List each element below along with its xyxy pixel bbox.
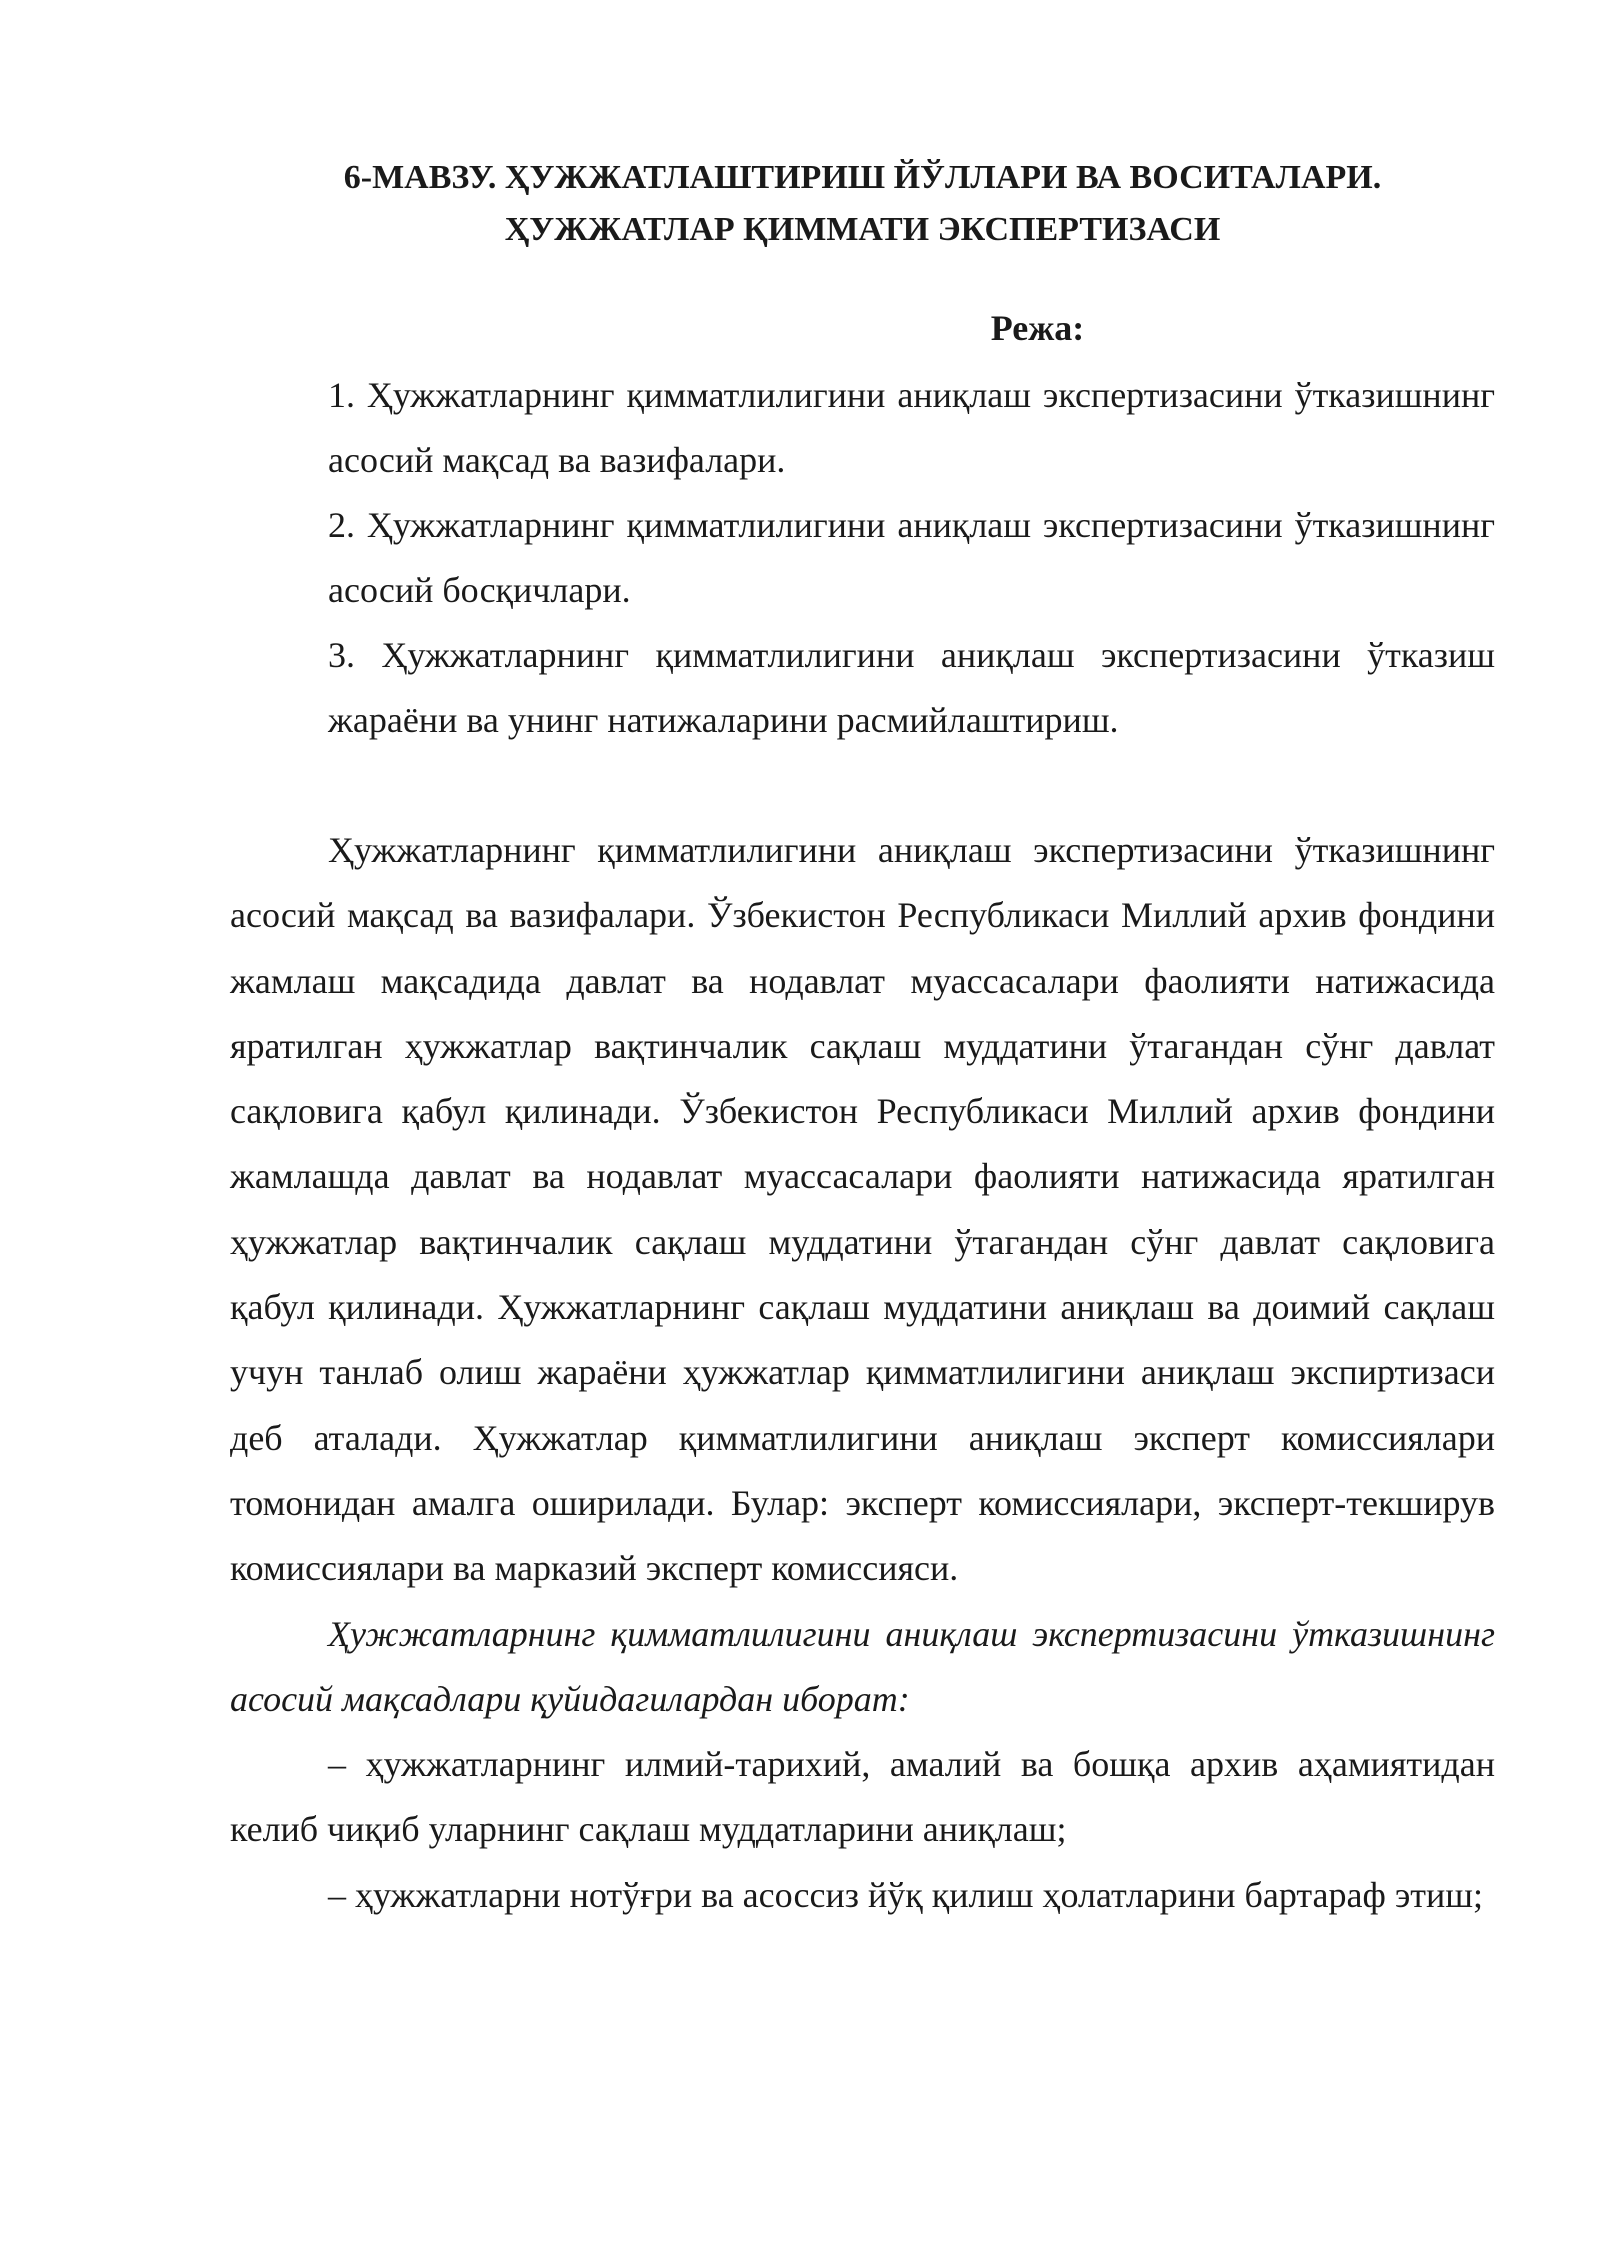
paragraph-goal-1: – ҳужжатларнинг илмий-тарихий, амалий ва бошқа архив аҳамиятидан келиб чиқиб уларнинг сақлаш муддатларини аниқлаш;	[230, 1744, 1495, 1850]
plan-heading: Режа:	[990, 308, 1085, 348]
document-title	[230, 152, 1495, 256]
plan-list	[328, 363, 1495, 753]
plan-item-2: 2. Ҳужжатларнинг қимматлилигини аниқлаш экспертизасини ўтказишнинг асосий босқичлари.	[328, 505, 1495, 610]
title-line-1: 6-МАВЗУ. ҲУЖЖАТЛАШТИРИШ ЙЎЛЛАРИ ВА ВОСИТАЛАРИ.	[343, 159, 1382, 196]
paragraph-goals-heading: Ҳужжатларнинг қимматлилигини аниқлаш экспертизасини ўтказишнинг асосий мақсадлари қуйидагилардан иборат:	[230, 1613, 1495, 1719]
body-text	[230, 818, 1495, 1928]
plan-item-3: 3. Ҳужжатларнинг қимматлилигини аниқлаш экспертизасини ўтказиш жараёни ва унинг натижаларини расмийлаштириш.	[328, 635, 1495, 740]
paragraph-intro: Ҳужжатларнинг қимматлилигини аниқлаш экспертизасини ўтказишнинг асосий мақсад ва вазифалари. Ўзбекистон Республикаси Миллий архив фондини жамлаш мақсадида давлат ва нодавлат муассасалари фаолияти натижасида яратилган ҳужжатлар вақтинчалик сақлаш муддатини ўтагандан сўнг давлат сақловига қабул қилинади. Ўзбекистон Республикаси Миллий архив фондини жамлашда давлат ва нодавлат муассасалари фаолияти натижасида яратилган ҳужжатлар вақтинчалик сақлаш муддатини ўтагандан сўнг давлат сақловига қабул қилинади. Ҳужжатларнинг сақлаш муддатини аниқлаш ва доимий сақлаш учун танлаб олиш жараёни ҳужжатлар қимматлилигини аниқлаш экспиртизаси деб аталади. Ҳужжатлар қимматлилигини аниқлаш эксперт комиссиялари томонидан амалга оширилади. Булар: эксперт комиссиялари, эксперт-текширув комиссиялари ва марказий эксперт комиссияси.	[230, 830, 1495, 1589]
paragraph-goal-2: – ҳужжатларни нотўғри ва асоссиз йўқ қилиш ҳолатларини бартараф этиш;	[328, 1874, 1484, 1915]
title-line-2: ҲУЖЖАТЛАР ҚИММАТИ ЭКСПЕРТИЗАСИ	[504, 211, 1221, 248]
plan-item-1: 1. Ҳужжатларнинг қимматлилигини аниқлаш экспертизасини ўтказишнинг асосий мақсад ва вазифалари.	[328, 375, 1495, 480]
